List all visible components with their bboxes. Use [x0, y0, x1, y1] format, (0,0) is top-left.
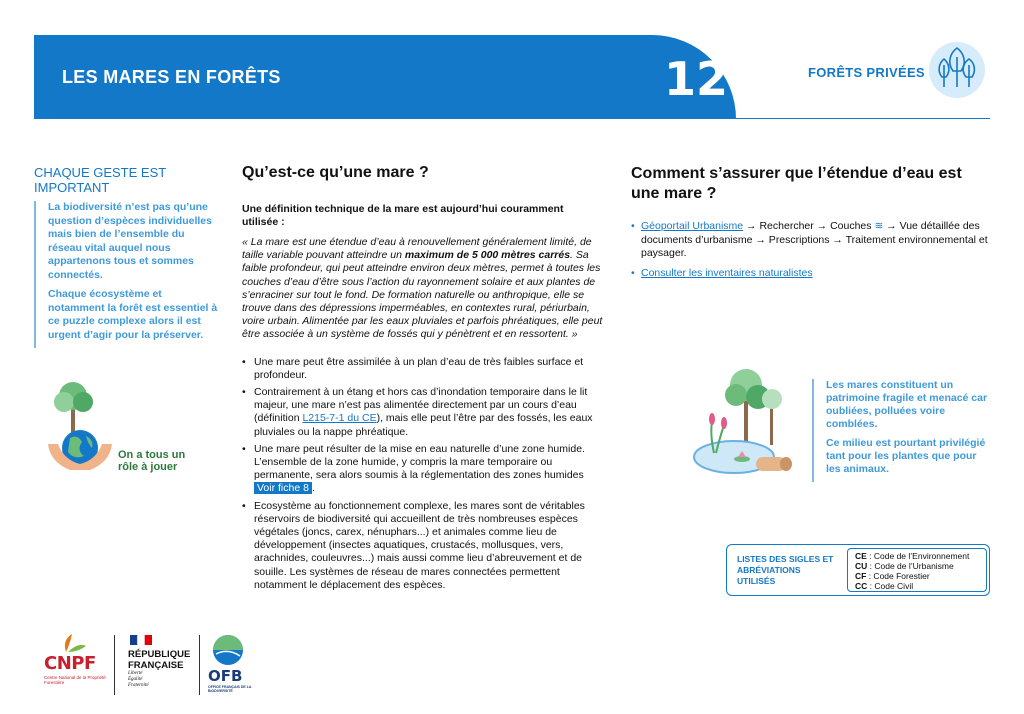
verification-list — [631, 220, 991, 280]
cnpf-wordmark: CNPF — [44, 653, 96, 674]
ofb-wordmark: OFB — [208, 667, 243, 685]
slogan-text: On a tous un rôle à jouer — [118, 449, 186, 473]
callout-paragraph: Chaque écosystème et notamment la forêt est essentiel à ce puzzle complexe alors il est urgent d’agir pour la préserver. — [48, 288, 218, 341]
sheet-number: 12 — [664, 52, 729, 106]
abbreviations-box — [726, 544, 990, 596]
french-flag-icon — [130, 635, 152, 645]
trees-circle-icon — [928, 41, 986, 99]
geoportail-link[interactable]: Géoportail Urbanisme — [641, 220, 744, 232]
definition-quote: « La mare est une étendue d’eau à renouvellement généralement limité, de taille variable pouvant atteindre un maximum de 5 000 mètres carrés. Sa faible profondeur, qui peut atteindre environ deux mètres, permet à toutes les couches d’eau d’être sous l’action du rayonnement solaire et aux plantes de s’enraciner sur tout le fond. De formation naturelle ou anthropique, elle se trouve dans des dépressions imperméables, en contextes rural, périurbain, voire urbain. Alimentée par les eaux pluviales et parfois phréatiques, elle peut être associée à un système de fossés qui y pénètrent et en ressortent. » — [242, 236, 603, 341]
ofb-subtitle: OFFICE FRANÇAIS DE LA BIODIVERSITÉ — [208, 685, 252, 693]
max-area-emphasis: maximum de 5 000 mètres carrés — [404, 249, 571, 262]
list-item: • Géoportail Urbanisme → Rechercher → Couches ≋ → Vue détaillée des documents d’urbanisme → Prescriptions → Traitement environnemental et paysager. — [631, 220, 991, 261]
definition-intro: Une définition technique de la mare est aujourd’hui couramment utilisée : — [242, 203, 564, 228]
definition-section — [242, 164, 604, 596]
callout-paragraph: Les mares constituent un patrimoine fragile et menacé car oubliées, polluées voire comblées. — [826, 379, 988, 430]
ce-article-link[interactable]: L215-7-1 du CE — [302, 412, 377, 425]
abbreviation-entry: CU : Code de l’Urbanisme — [855, 561, 954, 571]
abbreviations-label: LISTES DES SIGLES ET ABRÉVIATIONS UTILISÉS — [737, 554, 834, 586]
abbreviation-entry: CE : Code de l’Environnement — [855, 551, 970, 561]
inventories-link[interactable]: Consulter les inventaires naturalistes — [641, 266, 813, 279]
verification-section — [631, 164, 991, 286]
republique-francaise-wordmark: RÉPUBLIQUE FRANÇAISE — [128, 649, 191, 671]
list-item — [631, 267, 991, 281]
definition-bullets — [242, 356, 604, 592]
abbreviations-list — [847, 548, 987, 592]
callout-paragraph: Ce milieu est pourtant privilégié tant pour les plantes que pour les animaux. — [826, 437, 986, 475]
list-item: • Une mare peut résulter de la mise en eau naturelle d’une zone humide. L’ensemble de la zone humide, y compris la mare temporaire ou permanente, sera alors soumis à la réglementation des zones humides Voir fiche 8 . — [242, 443, 604, 496]
pond-callout — [812, 379, 992, 482]
ofb-logo-icon — [212, 634, 244, 666]
biodiversity-callout — [34, 201, 220, 348]
callout-paragraph: La biodiversité n’est pas qu’une question d’espèces individuelles mais bien de l’ensemble du réseau vital auquel nous appartenons tous et sommes connectés. — [48, 201, 212, 281]
republic-motto: Liberté Égalité Fraternité — [128, 671, 149, 688]
abbreviation-entry: CF : Code Forestier — [855, 571, 930, 581]
header-divider — [736, 118, 990, 119]
logo-divider — [114, 635, 115, 695]
cnpf-subtitle: Centre National de la Propriété Forestière — [44, 675, 106, 685]
list-item: • Contrairement à un étang et hors cas d’inondation temporaire dans le lit majeur, une mare n’est pas alimentée directement par un cours d’eau (définition L215-7-1 du CE), mais elle peut l’être par des fossés, les eaux pluviales ou la nappe phréatique. — [242, 386, 604, 439]
hands-earth-illustration — [40, 378, 120, 478]
section-heading: CHAQUE GESTE EST IMPORTANT — [34, 165, 166, 195]
layers-icon: ≋ — [874, 220, 884, 232]
verification-title: Comment s’assurer que l’étendue d’eau est une mare ? — [631, 165, 962, 202]
page-title: LES MARES EN FORÊTS — [62, 67, 281, 87]
abbreviation-entry: CC : Code Civil — [855, 581, 914, 591]
definition-title: Qu’est-ce qu’une mare ? — [242, 164, 429, 181]
category-label: FORÊTS PRIVÉES — [808, 65, 925, 80]
list-item: • Ecosystème au fonctionnement complexe, les mares sont de véritables réservoirs de biodiversité qui accueillent de très nombreuses espèces végétales (joncs, carex, nénuphars...) et animales comme lieu de développement (insectes aquatiques, crustacés, mollusques, vers, arachnides, couleuvres...) mais aussi comme lieu d’abreuvement et de souille. Les systèmes de réseau de mares connectées permettent notamment le déplacement des espèces. — [242, 500, 604, 592]
logo-divider — [199, 635, 200, 695]
list-item: • Une mare peut être assimilée à un plan d’eau de très faibles surface et profondeur. — [242, 356, 604, 382]
see-sheet-8-badge[interactable]: Voir fiche 8 — [254, 482, 312, 494]
pond-illustration — [690, 365, 802, 481]
